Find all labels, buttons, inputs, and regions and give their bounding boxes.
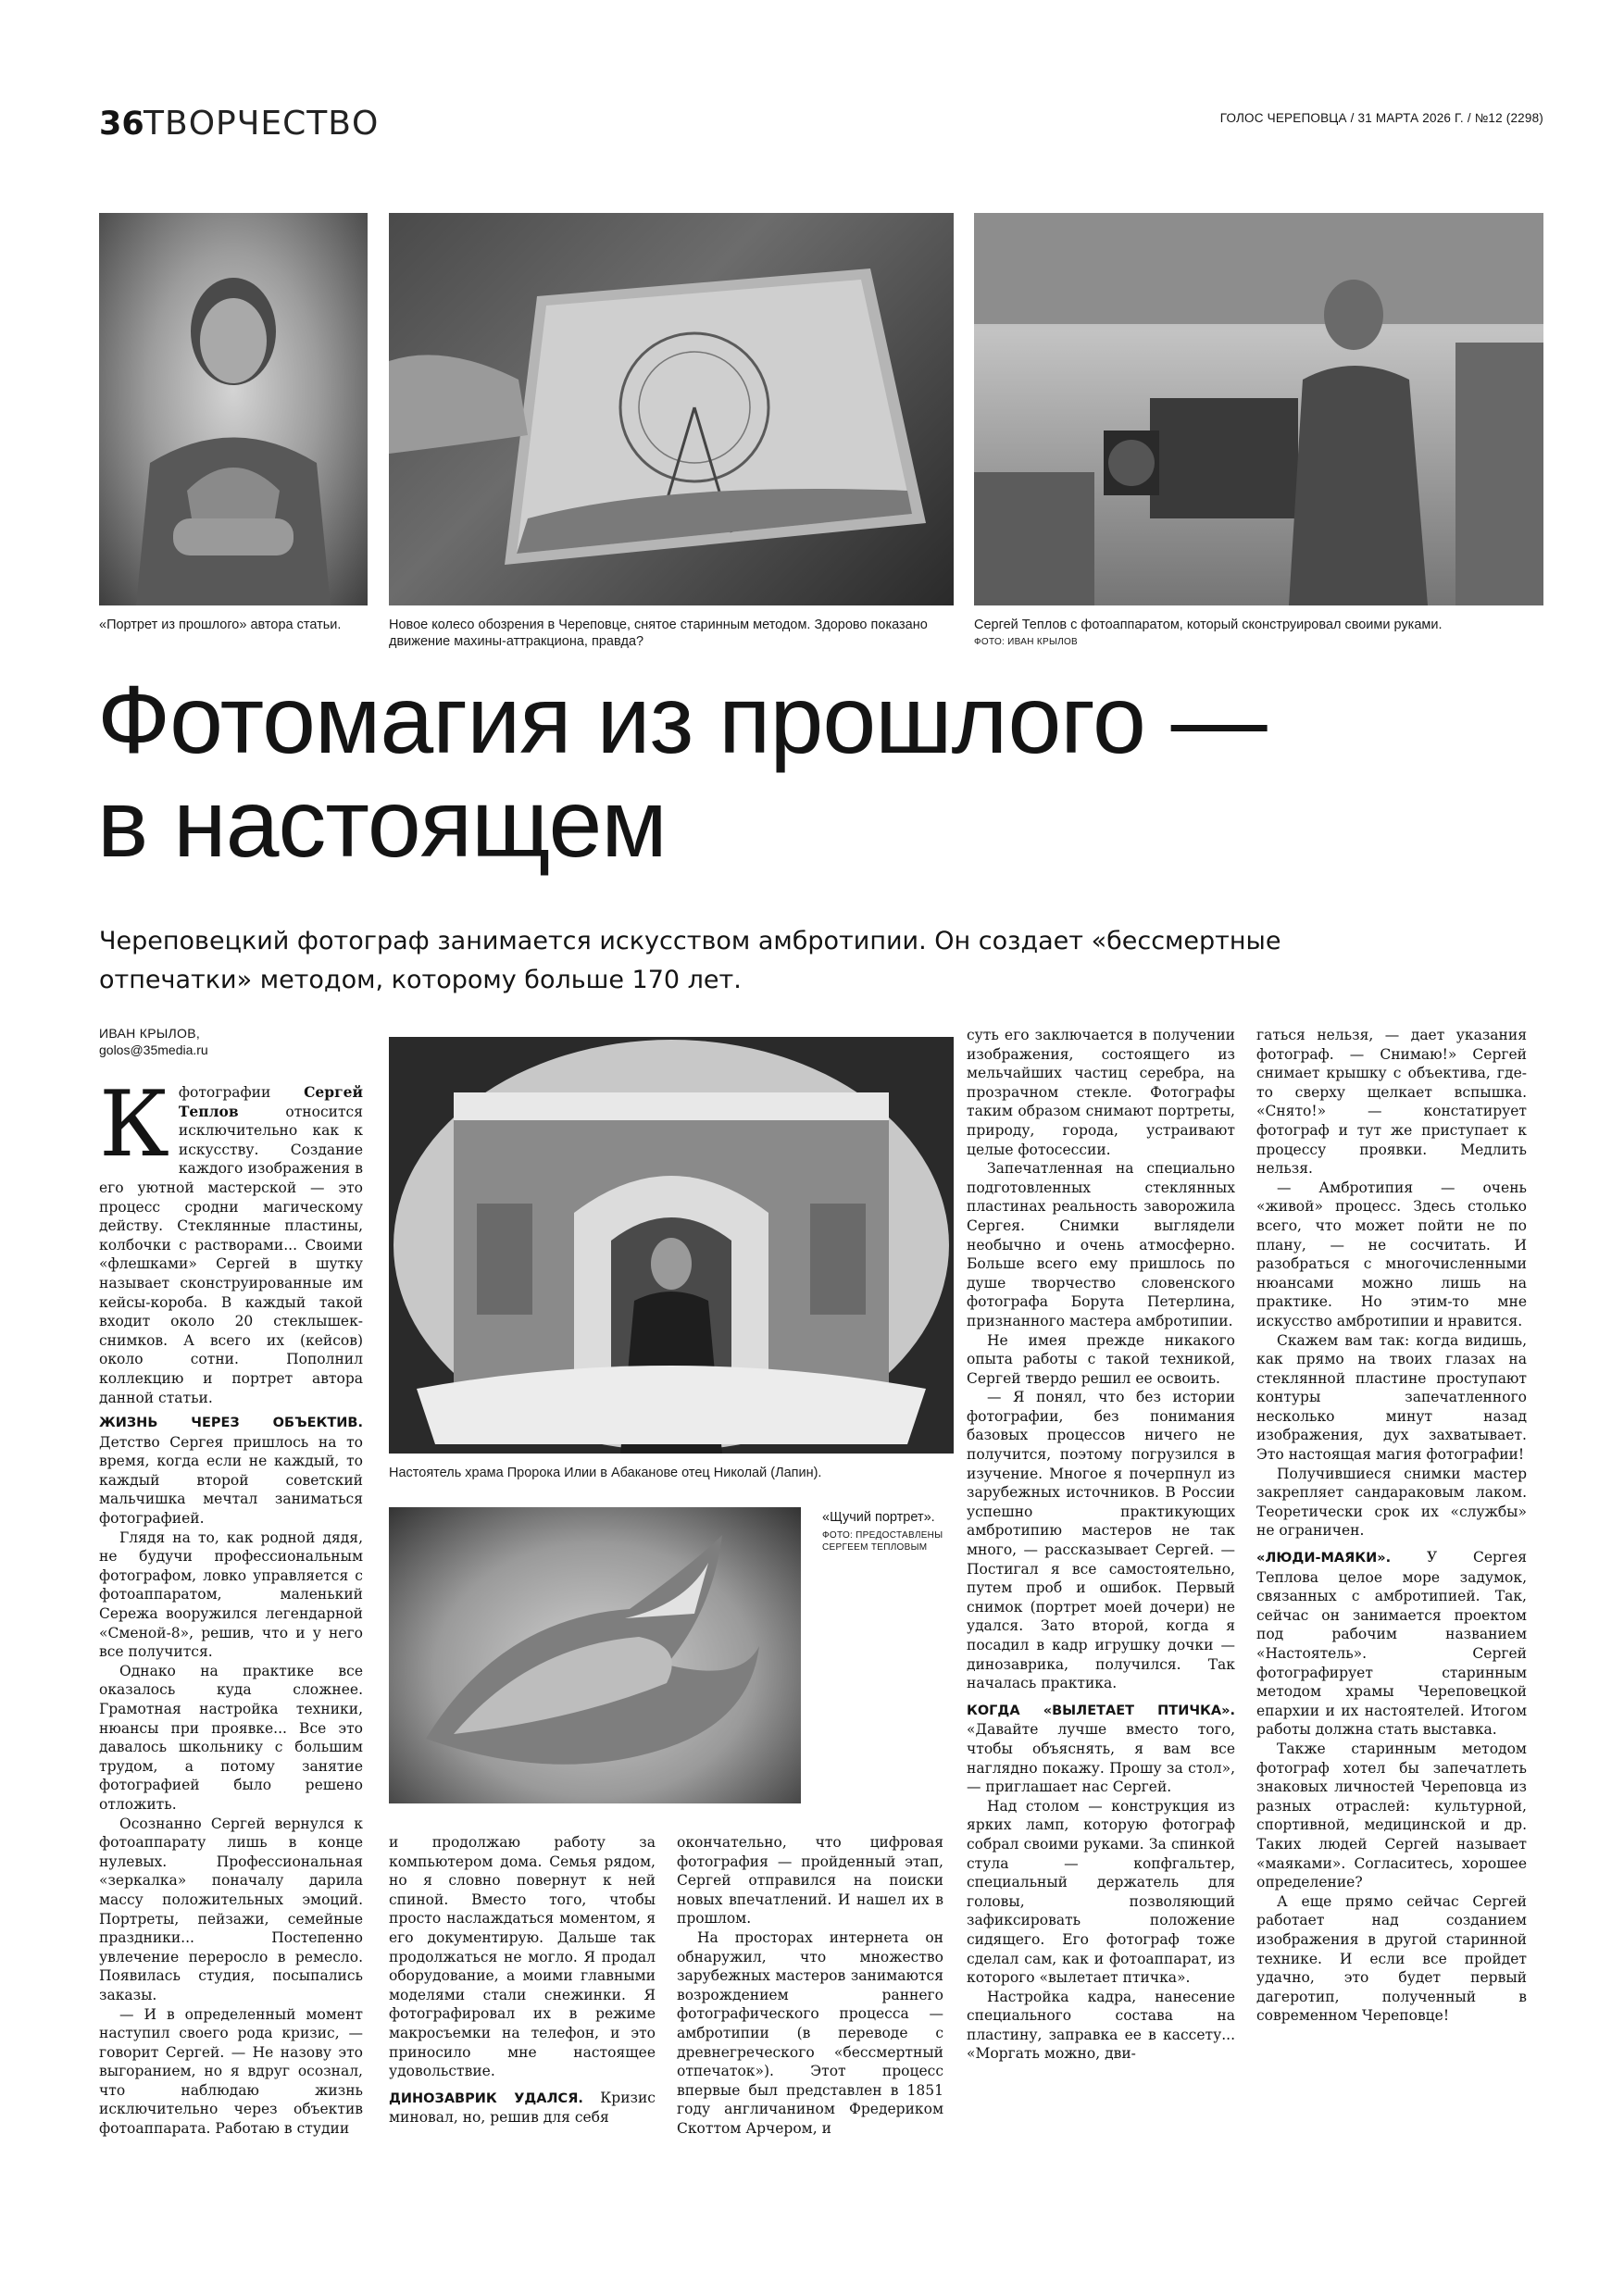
paragraph: Запечатленная на специально подготовленных стеклянных пластинах реальность заворожила Сергея. Снимки выглядели необычно и очень атмосферно. Больше всего ему пришлось по душе творчество словенского фотографа Борута Петерлина, признанного мастера амбротипии. — [967, 1160, 1235, 1329]
paragraph: Получившиеся снимки мастер закрепляет сандараковым лаком. Теоретически срок их «службы» не ограничен. — [1256, 1465, 1527, 1540]
paragraph: Также старинным методом фотограф хотел бы запечатлеть знаковых личностей Череповца из разных отраслей: культурной, спортивной, медицинской и др. Таких людей Сергей называет «маяками». Согласитесь, хорошее определение? — [1256, 1740, 1527, 1891]
paragraph: и продолжаю работу за компьютером дома. Семья рядом, но я словно повернут к ней спиной. Вместо того, чтобы просто наслаждаться моментом, я его документирую. Дальше так продолжаться не могло. Я продал оборудование, а моими главными моделями стали снежинки. Я фотографировал их в режиме макросъемки на телефон, и это приносило мне настоящее удовольствие. — [389, 1834, 656, 2080]
page-header — [99, 102, 1543, 148]
text-span: Кризис миновал, но, решив для себя — [389, 2089, 656, 2127]
camera-photo — [974, 213, 1543, 605]
portrait-photo — [99, 213, 368, 605]
paragraph — [389, 2089, 656, 2128]
pike-head-illustration — [389, 1507, 801, 1803]
paragraph: Однако на практике все оказалось куда сложнее. Грамотная настройка техники, нюансы при проявке... Все это давалось школьнику с большим трудом, а потому занятие фотографией было решено отложить. — [99, 1662, 363, 1813]
ferris-wheel-caption: Новое колесо обозрения в Череповце, снятое старинным методом. Здорово показано движение махины-аттракциона, правда? — [389, 618, 928, 649]
article-column-5 — [1256, 1026, 1527, 2120]
headline — [97, 668, 1542, 876]
paragraph: Глядя на то, как родной дядя, не будучи профессиональным фотографом, ловко управляется с фотоаппаратом, маленький Сережа вооружился легендарной «Сменой-8», решив, что и у него все получится. — [99, 1529, 363, 1661]
paragraph: Над столом — конструкция из ярких ламп, которую фотограф собрал своими руками. За спинкой стула — копфгальтер, специальный держатель для головы, позволяющий зафиксировать положение сидящего. Его фотограф тоже сделал сам, как и фотоаппарат, из которого «вылетает птичка». — [967, 1797, 1235, 1987]
paragraph: гаться нельзя, — дает указания фотограф. — Снимаю!» Сергей снимает крышку с объектива, где-то сверху щелкает вспышка. «Снято!» — констатирует фотограф и тут же приступает к процессу проявки. Медлить нельзя. — [1256, 1027, 1527, 1178]
paragraph — [99, 1072, 363, 1407]
masthead: ГОЛОС ЧЕРЕПОВЦА / 31 МАРТА 2026 Г. / №12 (2298) — [1219, 111, 1543, 125]
church-caption: Настоятель храма Пророка Илии в Абаканове отец Николай (Лапин). — [389, 1466, 822, 1480]
photographer-illustration — [974, 213, 1543, 605]
article-column-3 — [677, 1833, 943, 2137]
text-span: «Давайте лучше вместо того, чтобы объяснять, я вам все наглядно покажу. Прошу за стол», — приглашает нас Сергей. — [967, 1721, 1235, 1796]
portrait-caption: «Портрет из прошлого» автора статьи. — [99, 618, 342, 632]
page-number: 36 — [99, 106, 144, 143]
subheading: КОГДА «ВЫЛЕТАЕТ ПТИЧКА». — [967, 1703, 1235, 1718]
subheading: «ЛЮДИ-МАЯКИ». — [1256, 1551, 1392, 1566]
portrait-illustration — [99, 213, 368, 605]
text-span: относится исключительно как к искусству. Создание каждого изображения в его уютной мастерской — это процесс сродни магическому действу. Стеклянные пластины, колбочки с растворами... Своими «флешками» Сергей в шутку называет сконструированные им кейсы-короба. В каждый такой входит около 20 стеклышек-снимков. А всего их (кейсов) около сотни. Пополнил коллекцию и портрет автора данной статьи. — [99, 1103, 363, 1406]
paragraph: — И в определенный момент наступил своего рода кризис, — говорит Сергей. — Не назову это выгоранием, но я вдруг осознал, что наблюдаю жизнь исключительно через объектив фотоаппарата. Работаю в студии — [99, 2005, 363, 2138]
paragraph: суть его заключается в получении изображения, состоящего из мельчайших частиц серебра, на прозрачном стекле. Фотографы таким образом снимают портреты, природу, города, устраивают целые фотосессии. — [967, 1027, 1235, 1158]
byline-email[interactable]: golos@35media.ru — [99, 1042, 208, 1057]
church-photo — [389, 1037, 954, 1454]
pike-photo — [389, 1507, 801, 1803]
article-column-1 — [99, 1072, 363, 2138]
camera-photo-credit: ФОТО: ИВАН КРЫЛОВ — [974, 637, 1079, 647]
article-column-2 — [389, 1833, 656, 2127]
paragraph — [967, 1701, 1235, 1797]
byline-author: ИВАН КРЫЛОВ, — [99, 1026, 201, 1041]
paragraph: Осознанно Сергей вернулся к фотоаппарату лишь в конце нулевых. Профессиональная «зеркалка» поначалу дарила массу положительных эмоций. Портреты, пейзажи, семейные праздники... Постепенно увлечение переросло в ремесло. Появилась студия, посыпались заказы. — [99, 1815, 363, 2003]
section-title: ТВОРЧЕСТВО — [144, 105, 380, 143]
lead-paragraph — [99, 922, 1543, 1000]
paragraph: На просторах интернета он обнаружил, что множество зарубежных мастеров занимаются возрождением раннего фотографического процесса — амбротипии (в переводе с древнегреческого «бессмертный отпечаток»). Этот процесс впервые был представлен в 1851 году англичанином Фредериком Скоттом Арчером, и — [677, 1928, 943, 2137]
text-span: У Сергея Теплова целое море задумок, связанных с амбротипией. Так, сейчас он занимается проектом под рабочим названием «Настоятель». Сергей фотографирует старинным методом храмы Череповецкой епархии и их настоятелей. Итогом работы должна стать выставка. — [1256, 1549, 1527, 1739]
headline-line-2: в настоящем — [97, 770, 667, 878]
paragraph: Не имея прежде никакого опыта работы с такой техникой, Сергей твердо решил ее освоить. — [967, 1331, 1235, 1387]
paragraph — [1256, 1548, 1527, 1740]
camera-caption: Сергей Теплов с фотоаппаратом, который сконструировал своими руками. — [974, 618, 1443, 632]
church-illustration — [389, 1037, 954, 1454]
pike-photo-credit: ФОТО: ПРЕДОСТАВЛЕНЫ СЕРГЕЕМ ТЕПЛОВЫМ — [822, 1530, 943, 1553]
paragraph: Скажем вам так: когда видишь, как прямо на твоих глазах на стеклянной пластине проступают контуры запечатленного несколько минут назад изображения, дух захватывает. Это настоящая магия фотографии! — [1256, 1331, 1527, 1464]
headline-line-1: Фотомагия из прошлого — — [97, 667, 1267, 774]
article-column-4 — [967, 1026, 1235, 2120]
paragraph: Настройка кадра, нанесение специального состава на пластину, заправка ее в кассету... «Моргать можно, дви- — [967, 1988, 1235, 2063]
byline — [99, 1026, 368, 1057]
subheading: ДИНОЗАВРИК УДАЛСЯ. — [389, 2090, 583, 2106]
glass-plate-illustration — [389, 213, 954, 605]
text-span: фотографии — [178, 1084, 305, 1101]
lead-line-1: Череповецкий фотограф занимается искусством амбротипии. Он создает «бессмертные — [99, 927, 1281, 955]
paragraph — [99, 1413, 363, 1529]
paragraph: — Амбротипия — очень «живой» процесс. Здесь столько всего, что может пойти не по плану, — не сосчитать. И разобраться с многочисленными нюансами можно лишь на практике. Но этим-то мне искусство амбротипии и нравится. — [1256, 1179, 1527, 1329]
ferris-wheel-photo — [389, 213, 954, 605]
paragraph: окончательно, что цифровая фотография — пройденный этап, Сергей отправился на поиски новых впечатлений. И нашел их в прошлом. — [677, 1834, 943, 1928]
pike-caption: «Щучий портрет». — [822, 1510, 935, 1525]
pike-caption-block — [822, 1509, 954, 1554]
lead-line-2: отпечатки» методом, которому больше 170 лет. — [99, 966, 742, 994]
text-span: Детство Сергея пришлось на то время, когда если не каждый, то каждый второй советский мальчишка мечтал заниматься фотографией. — [99, 1433, 363, 1528]
paragraph: А еще прямо сейчас Сергей работает над созданием изображения в другой старинной технике. И если все пройдет удачно, это будет первый дагеротип, полученный в современном Череповце! — [1256, 1892, 1527, 2025]
person-name: Сергей Теплов — [178, 1083, 363, 1120]
drop-cap: К — [99, 1072, 169, 1178]
subheading: ЖИЗНЬ ЧЕРЕЗ ОБЪЕКТИВ. — [99, 1416, 363, 1431]
paragraph: — Я понял, что без истории фотографии, без понимания базовых процессов ничего не получится, поэтому погрузился в изучение. Многое я почерпнул из зарубежных источников. В России успешно практикующих амбротипию мастеров не так много, — рассказывает Сергей. — Постигал я все самостоятельно, путем проб и ошибок. Первый снимок (портрет моей дочери) не удался. Зато второй, когда я посадил в кадр игрушку дочки — динозаврика, получился. Так началась практика. — [967, 1389, 1235, 1692]
